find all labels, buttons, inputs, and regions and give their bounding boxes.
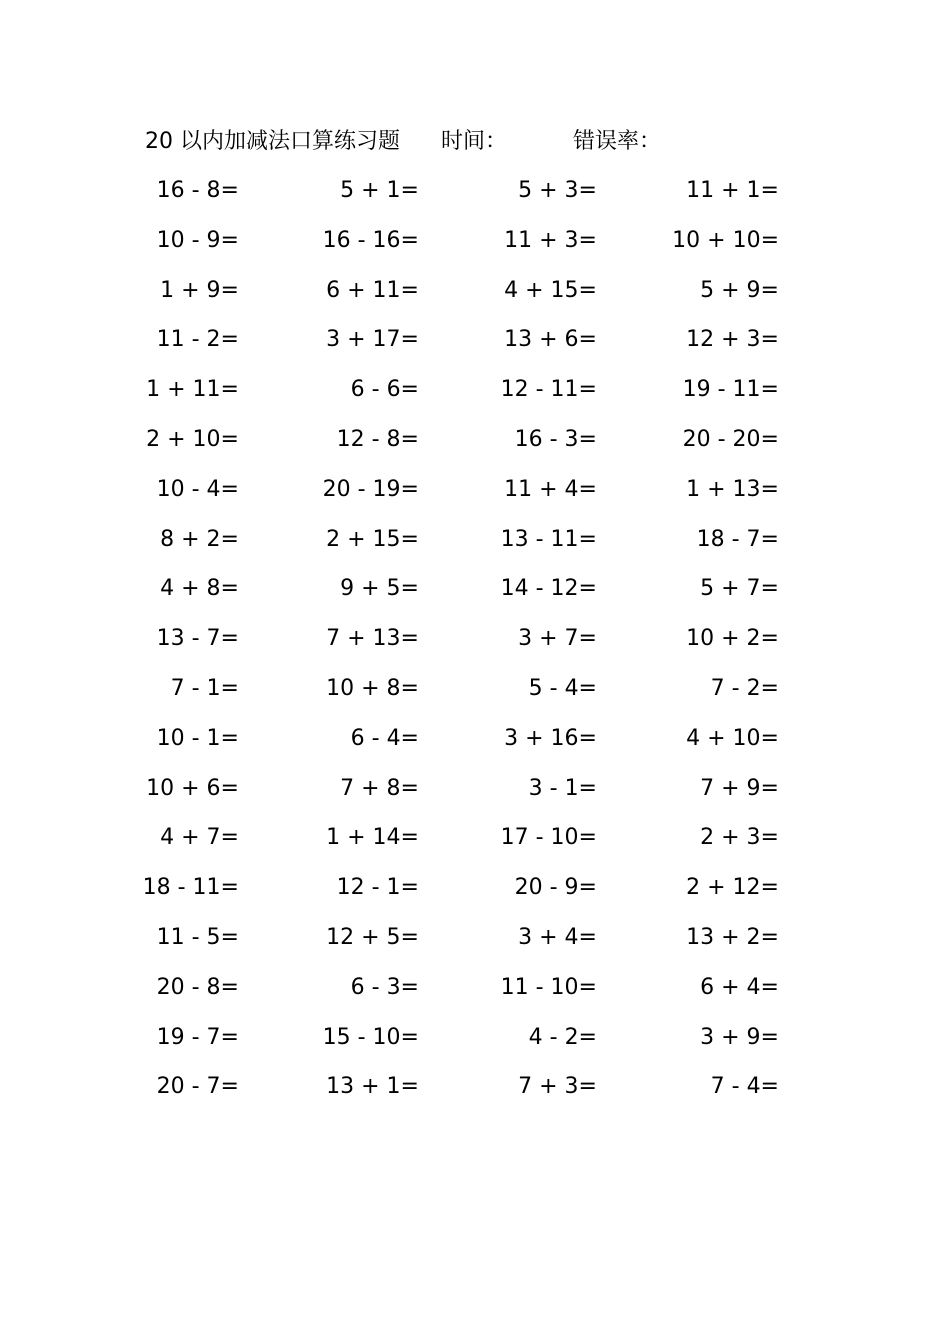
math-problem: 1 + 9= [160, 277, 239, 303]
math-problem: 14 - 12= [500, 576, 597, 602]
math-problem: 5 + 7= [700, 576, 779, 602]
problem-row [0, 473, 950, 523]
problem-row [0, 1021, 950, 1071]
math-problem: 7 - 2= [710, 675, 779, 701]
math-problem: 1 + 13= [686, 476, 779, 502]
problem-row [0, 323, 950, 373]
math-problem: 11 + 3= [504, 227, 597, 253]
math-problem: 13 + 2= [686, 924, 779, 950]
math-problem: 5 + 9= [700, 277, 779, 303]
math-problem: 12 + 3= [686, 327, 779, 353]
math-problem: 11 + 1= [686, 178, 779, 203]
problem-row [0, 274, 950, 324]
math-problem: 5 - 4= [528, 675, 597, 701]
math-problem: 13 - 7= [156, 626, 239, 652]
math-problem: 20 - 20= [682, 426, 779, 452]
math-problem: 6 - 3= [350, 974, 419, 1000]
math-problem: 2 + 10= [146, 426, 239, 452]
problem-row [0, 871, 950, 921]
problem-row [0, 971, 950, 1021]
math-problem: 5 + 3= [518, 178, 597, 203]
math-problem: 7 - 4= [710, 1074, 779, 1100]
math-problem: 6 - 4= [350, 725, 419, 751]
math-problem: 10 - 4= [156, 476, 239, 502]
math-problem: 11 + 4= [504, 476, 597, 502]
math-problem: 7 - 1= [170, 675, 239, 701]
math-problem: 10 - 1= [156, 725, 239, 751]
math-problem: 16 - 16= [322, 227, 419, 253]
math-problem: 3 + 16= [504, 725, 597, 751]
math-problem: 7 + 3= [518, 1074, 597, 1100]
problem-row [0, 821, 950, 871]
math-problem: 11 - 10= [500, 974, 597, 1000]
math-problem: 19 - 7= [156, 1024, 239, 1050]
math-problem: 7 + 13= [326, 626, 419, 652]
math-problem: 16 - 3= [514, 426, 597, 452]
math-problem: 10 + 6= [146, 775, 239, 801]
math-problem: 10 - 9= [156, 227, 239, 253]
worksheet-title: 20 以内加减法口算练习题 [145, 129, 400, 154]
problem-row [0, 772, 950, 822]
math-problem: 4 + 15= [504, 277, 597, 303]
math-problem: 6 + 4= [700, 974, 779, 1000]
math-problem: 18 - 11= [142, 875, 239, 901]
math-problem: 17 - 10= [500, 825, 597, 851]
math-problem: 4 - 2= [528, 1024, 597, 1050]
time-label: 时间： [441, 129, 508, 154]
math-problem: 13 + 6= [504, 327, 597, 353]
math-problem: 6 + 11= [326, 277, 419, 303]
math-problem: 13 + 1= [326, 1074, 419, 1100]
problem-row [0, 622, 950, 672]
math-problem: 12 - 11= [500, 377, 597, 403]
problem-row [0, 921, 950, 971]
math-problem: 9 + 5= [340, 576, 419, 602]
problem-row [0, 722, 950, 772]
problem-row [0, 523, 950, 573]
math-problem: 20 - 9= [514, 875, 597, 901]
math-problem: 12 - 1= [336, 875, 419, 901]
math-problem: 4 + 8= [160, 576, 239, 602]
math-problem: 1 + 14= [326, 825, 419, 851]
math-problem: 15 - 10= [322, 1024, 419, 1050]
math-problem: 16 - 8= [156, 178, 239, 203]
math-problem: 3 + 9= [700, 1024, 779, 1050]
math-problem: 10 + 10= [672, 227, 779, 253]
math-problem: 3 + 4= [518, 924, 597, 950]
math-problem: 4 + 7= [160, 825, 239, 851]
math-problem: 18 - 7= [696, 526, 779, 552]
problem-row [0, 423, 950, 473]
problem-row [0, 373, 950, 423]
math-problem: 20 - 7= [156, 1074, 239, 1100]
math-problem: 3 + 17= [326, 327, 419, 353]
math-problem: 5 + 1= [340, 178, 419, 203]
problem-row [0, 224, 950, 274]
math-problem: 3 - 1= [528, 775, 597, 801]
math-problem: 3 + 7= [518, 626, 597, 652]
math-problem: 8 + 2= [160, 526, 239, 552]
math-problem: 2 + 3= [700, 825, 779, 851]
math-problem: 4 + 10= [686, 725, 779, 751]
problem-row [0, 672, 950, 722]
math-problem: 12 - 8= [336, 426, 419, 452]
math-problem: 2 + 12= [686, 875, 779, 901]
math-problem: 11 - 2= [156, 327, 239, 353]
problem-row [0, 174, 950, 224]
math-problem: 10 + 2= [686, 626, 779, 652]
math-problem: 20 - 19= [322, 476, 419, 502]
math-problem: 11 - 5= [156, 924, 239, 950]
math-problem: 2 + 15= [326, 526, 419, 552]
math-problem: 1 + 11= [146, 377, 239, 403]
math-problem: 7 + 9= [700, 775, 779, 801]
math-problem: 10 + 8= [326, 675, 419, 701]
math-problem: 20 - 8= [156, 974, 239, 1000]
math-problem: 12 + 5= [326, 924, 419, 950]
problem-row [0, 572, 950, 622]
problem-row [0, 1070, 950, 1120]
math-problem: 19 - 11= [682, 377, 779, 403]
math-problem: 6 - 6= [350, 377, 419, 403]
math-problem: 7 + 8= [340, 775, 419, 801]
problem-grid [0, 174, 950, 1120]
error-rate-label: 错误率： [573, 129, 662, 154]
math-problem: 13 - 11= [500, 526, 597, 552]
